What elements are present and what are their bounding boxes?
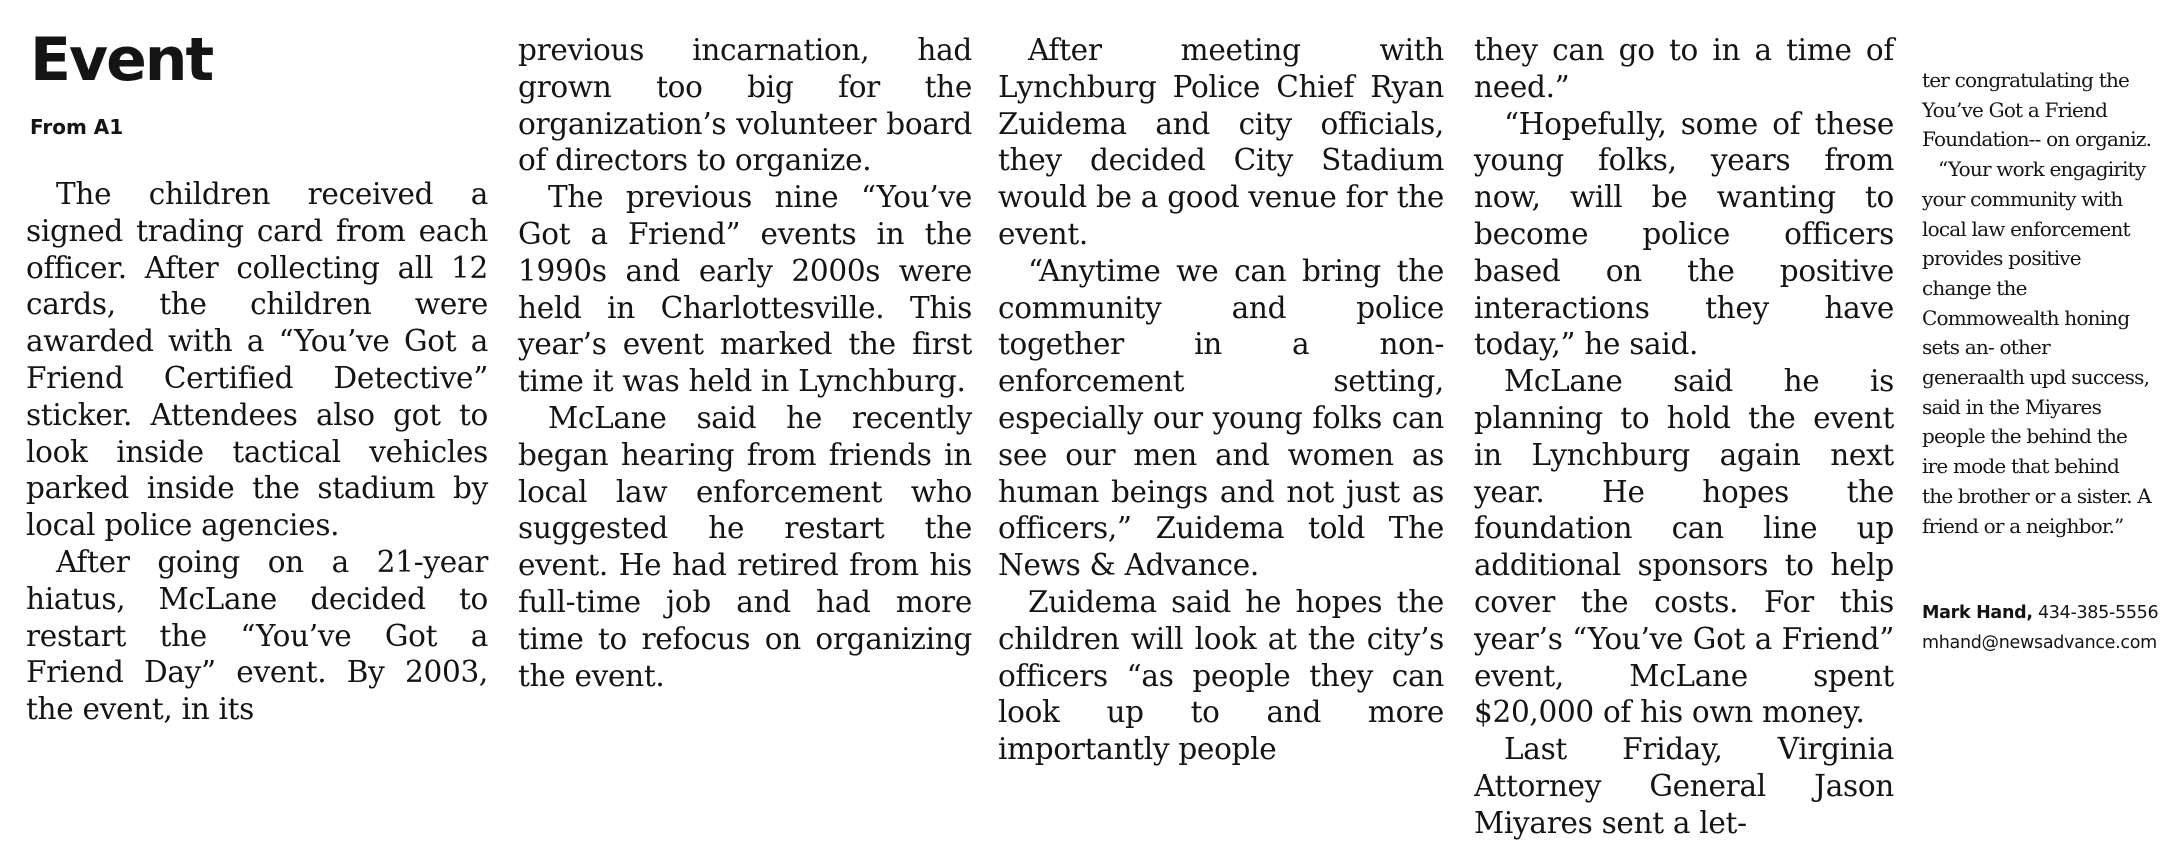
headline: Event bbox=[30, 25, 213, 95]
paragraph: ter congratulating the You’ve Got a Friend Foundation-- on organiz. bbox=[1922, 68, 2152, 152]
column-1 bbox=[26, 176, 488, 728]
paragraph: McLane said he is planning to hold the event in Lynchburg again next year. He hopes the foundation can line up additional sponsors to help cover the costs. For this year’s “You’ve Got a Friend” event, McLane spent $20,000 of his own money. bbox=[1474, 364, 1894, 730]
author-name: Mark Hand, bbox=[1922, 603, 2033, 623]
paragraph: The children received a signed trading card from each officer. After collecting all 12 cards, the children were awarded with a “You’ve Got a Friend Certified Detective” sticker. Attendees also got to look inside tactical vehicles parked inside the stadium by local police agencies. bbox=[26, 177, 488, 543]
column-2 bbox=[518, 32, 972, 694]
byline-name-line bbox=[1922, 598, 2167, 628]
column-3 bbox=[998, 32, 1444, 768]
column-4 bbox=[1474, 32, 1894, 842]
paragraph: McLane said he recently began hearing from friends in local law enforcement who suggested he restart the event. He had retired from his full-time job and had more time to refocus on organizing the event. bbox=[518, 400, 972, 693]
paragraph: After going on a 21-year hiatus, McLane decided to restart the “You’ve Got a Friend Day” event. By 2003, the event, in its bbox=[26, 544, 488, 727]
paragraph: Zuidema said he hopes the children will look at the city’s officers “as people they can look up to and more importantly people bbox=[998, 584, 1444, 767]
paragraph: previous incarnation, had grown too big for the organization’s volunteer board of directors to organize. bbox=[518, 33, 972, 178]
paragraph: The previous nine “You’ve Got a Friend” events in the 1990s and early 2000s were held in Charlottesville. This year’s event marked the first time it was held in Lynchburg. bbox=[518, 180, 972, 399]
paragraph: “Your work engagirity your community with local law enforcement provides positive change the Commowealth honing sets an- other generaalth upd success, said in the Miyares people the behind the ire mode that behind the brother or a sister. A friend or a neighbor.” bbox=[1922, 157, 2151, 538]
column-5 bbox=[1922, 66, 2154, 541]
paragraph: “Hopefully, some of these young folks, years from now, will be wanting to become police officers based on the positive interactions they have today,” he said. bbox=[1474, 106, 1894, 362]
author-email: mhand@newsadvance.com bbox=[1922, 633, 2157, 653]
paragraph: they can go to in a time of need.” bbox=[1474, 33, 1894, 104]
byline bbox=[1922, 598, 2167, 658]
paragraph: Last Friday, Virginia Attorney General Jason Miyares sent a let- bbox=[1474, 732, 1894, 840]
author-phone: 434-385-5556 bbox=[2037, 603, 2159, 623]
paragraph: “Anytime we can bring the community and police together in a non-enforcement setting, especially our young folks can see our men and women as human beings and not just as officers,” Zuidema told The News & Advance. bbox=[998, 253, 1444, 583]
jump-label: From A1 bbox=[30, 115, 124, 139]
paragraph: After meeting with Lynchburg Police Chief Ryan Zuidema and city officials, they decided City Stadium would be a good venue for the event. bbox=[998, 33, 1444, 251]
